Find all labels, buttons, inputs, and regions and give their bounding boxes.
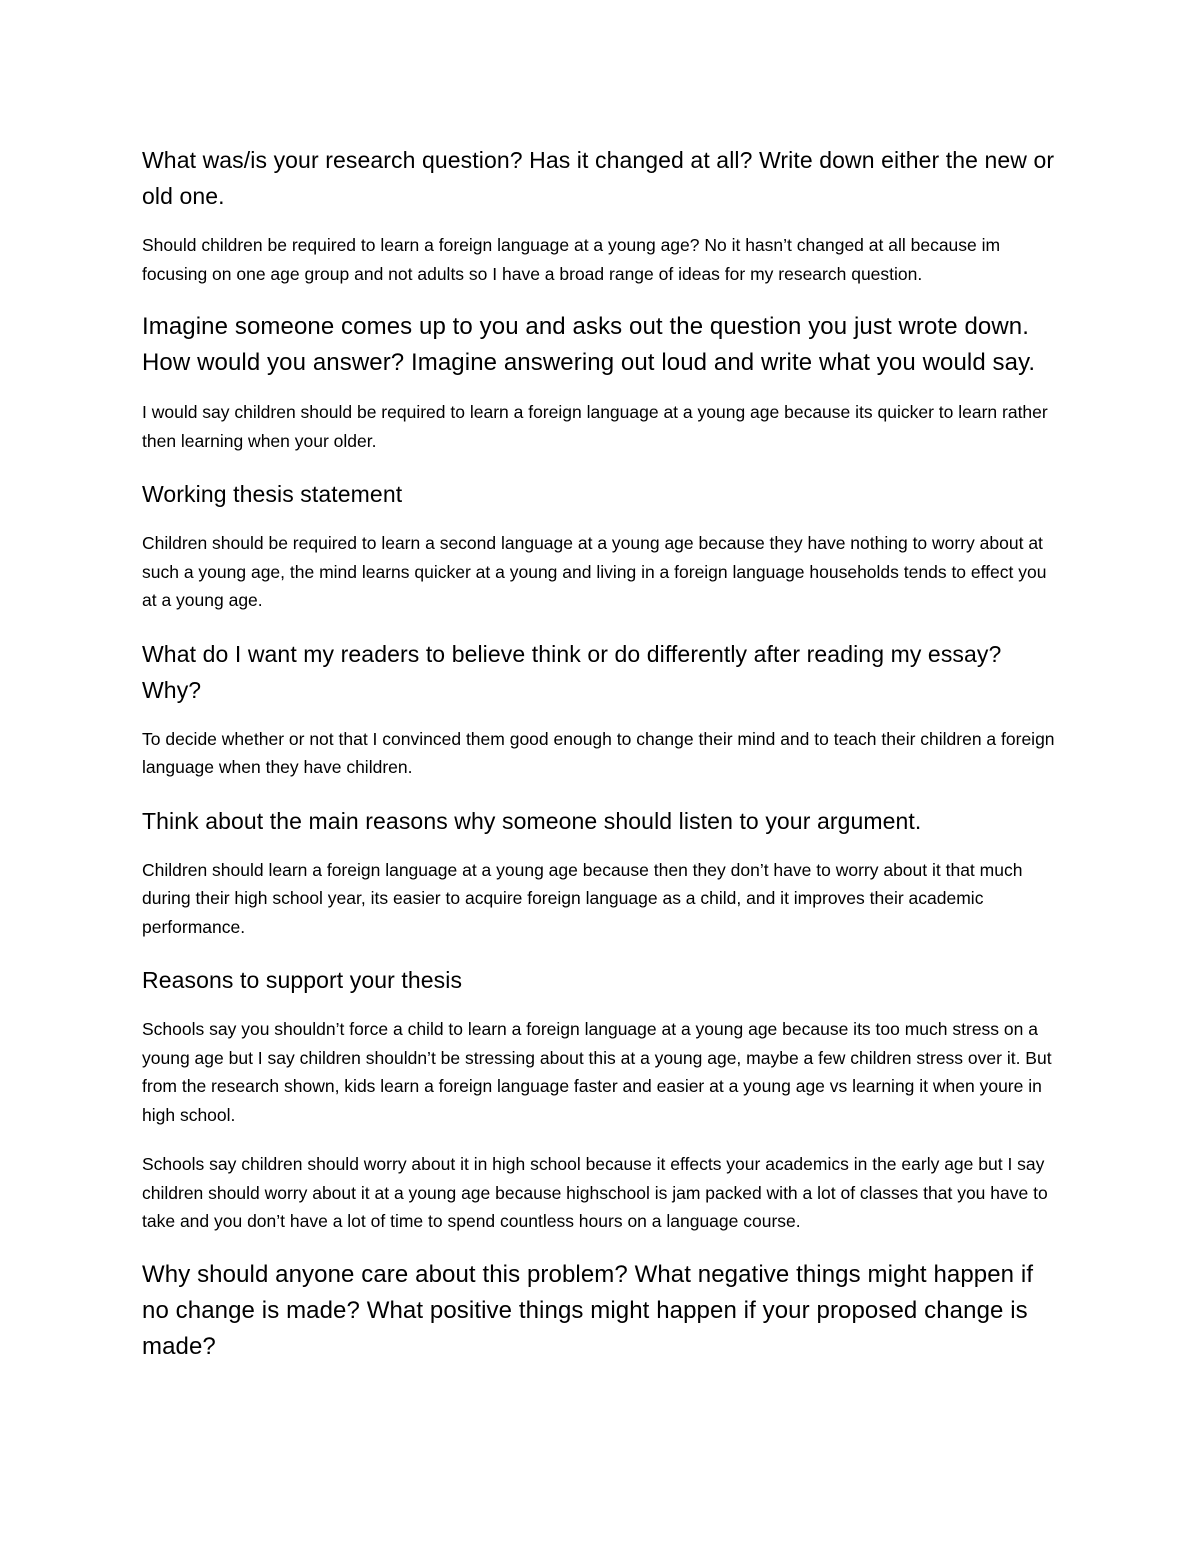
answer-paragraph: Children should learn a foreign language at a young age because then they don’t have to worry about it that much during their high school year, its easier to acquire foreign language as a child, and it improves their academic performance.	[142, 859, 1023, 937]
question-heading: What do I want my readers to believe think or do differently after reading my essay? Why?	[142, 640, 1002, 703]
answer-paragraph: Should children be required to learn a foreign language at a young age? No it hasn’t changed at all because im focusing on one age group and not adults so I have a broad range of ideas for my research question.	[142, 235, 1001, 284]
answer-paragraph: Schools say you shouldn’t force a child to learn a foreign language at a young age because its too much stress on a young age but I say children shouldn’t be stressing about this at a young age, maybe a few children stress over it. But from the research shown, kids learn a foreign language faster and easier at a young age vs learning it when youre in high school.	[142, 1019, 1052, 1125]
question-heading: Why should anyone care about this problem? What negative things might happen if no change is made? What positive things might happen if your proposed change is made?	[142, 1260, 1034, 1360]
answer-paragraph: Children should be required to learn a second language at a young age because they have nothing to worry about at such a young age, the mind learns quicker at a young and living in a foreign language households tends to effect you at a young age.	[142, 533, 1047, 610]
question-heading: Working thesis statement	[142, 481, 403, 507]
answer-paragraph: To decide whether or not that I convinced them good enough to change their mind and to teach their children a foreign language when they have children.	[142, 728, 1055, 777]
question-heading: What was/is your research question? Has it changed at all? Write down either the new or old one.	[142, 147, 1055, 209]
question-heading: Reasons to support your thesis	[142, 967, 463, 993]
answer-paragraph: I would say children should be required to learn a foreign language at a young age because its quicker to learn rather then learning when your older.	[142, 402, 1048, 451]
question-heading: Imagine someone comes up to you and asks out the question you just wrote down. How would you answer? Imagine answering out loud and write what you would say.	[142, 313, 1036, 376]
answer-paragraph: Schools say children should worry about it in high school because it effects your academics in the early age but I say children should worry about it at a young age because highschool is jam packed with a lot of classes that you have to take and you don’t have a lot of time to spend countless hours on a language course.	[142, 1154, 1048, 1231]
question-heading: Think about the main reasons why someone should listen to your argument.	[142, 807, 922, 834]
